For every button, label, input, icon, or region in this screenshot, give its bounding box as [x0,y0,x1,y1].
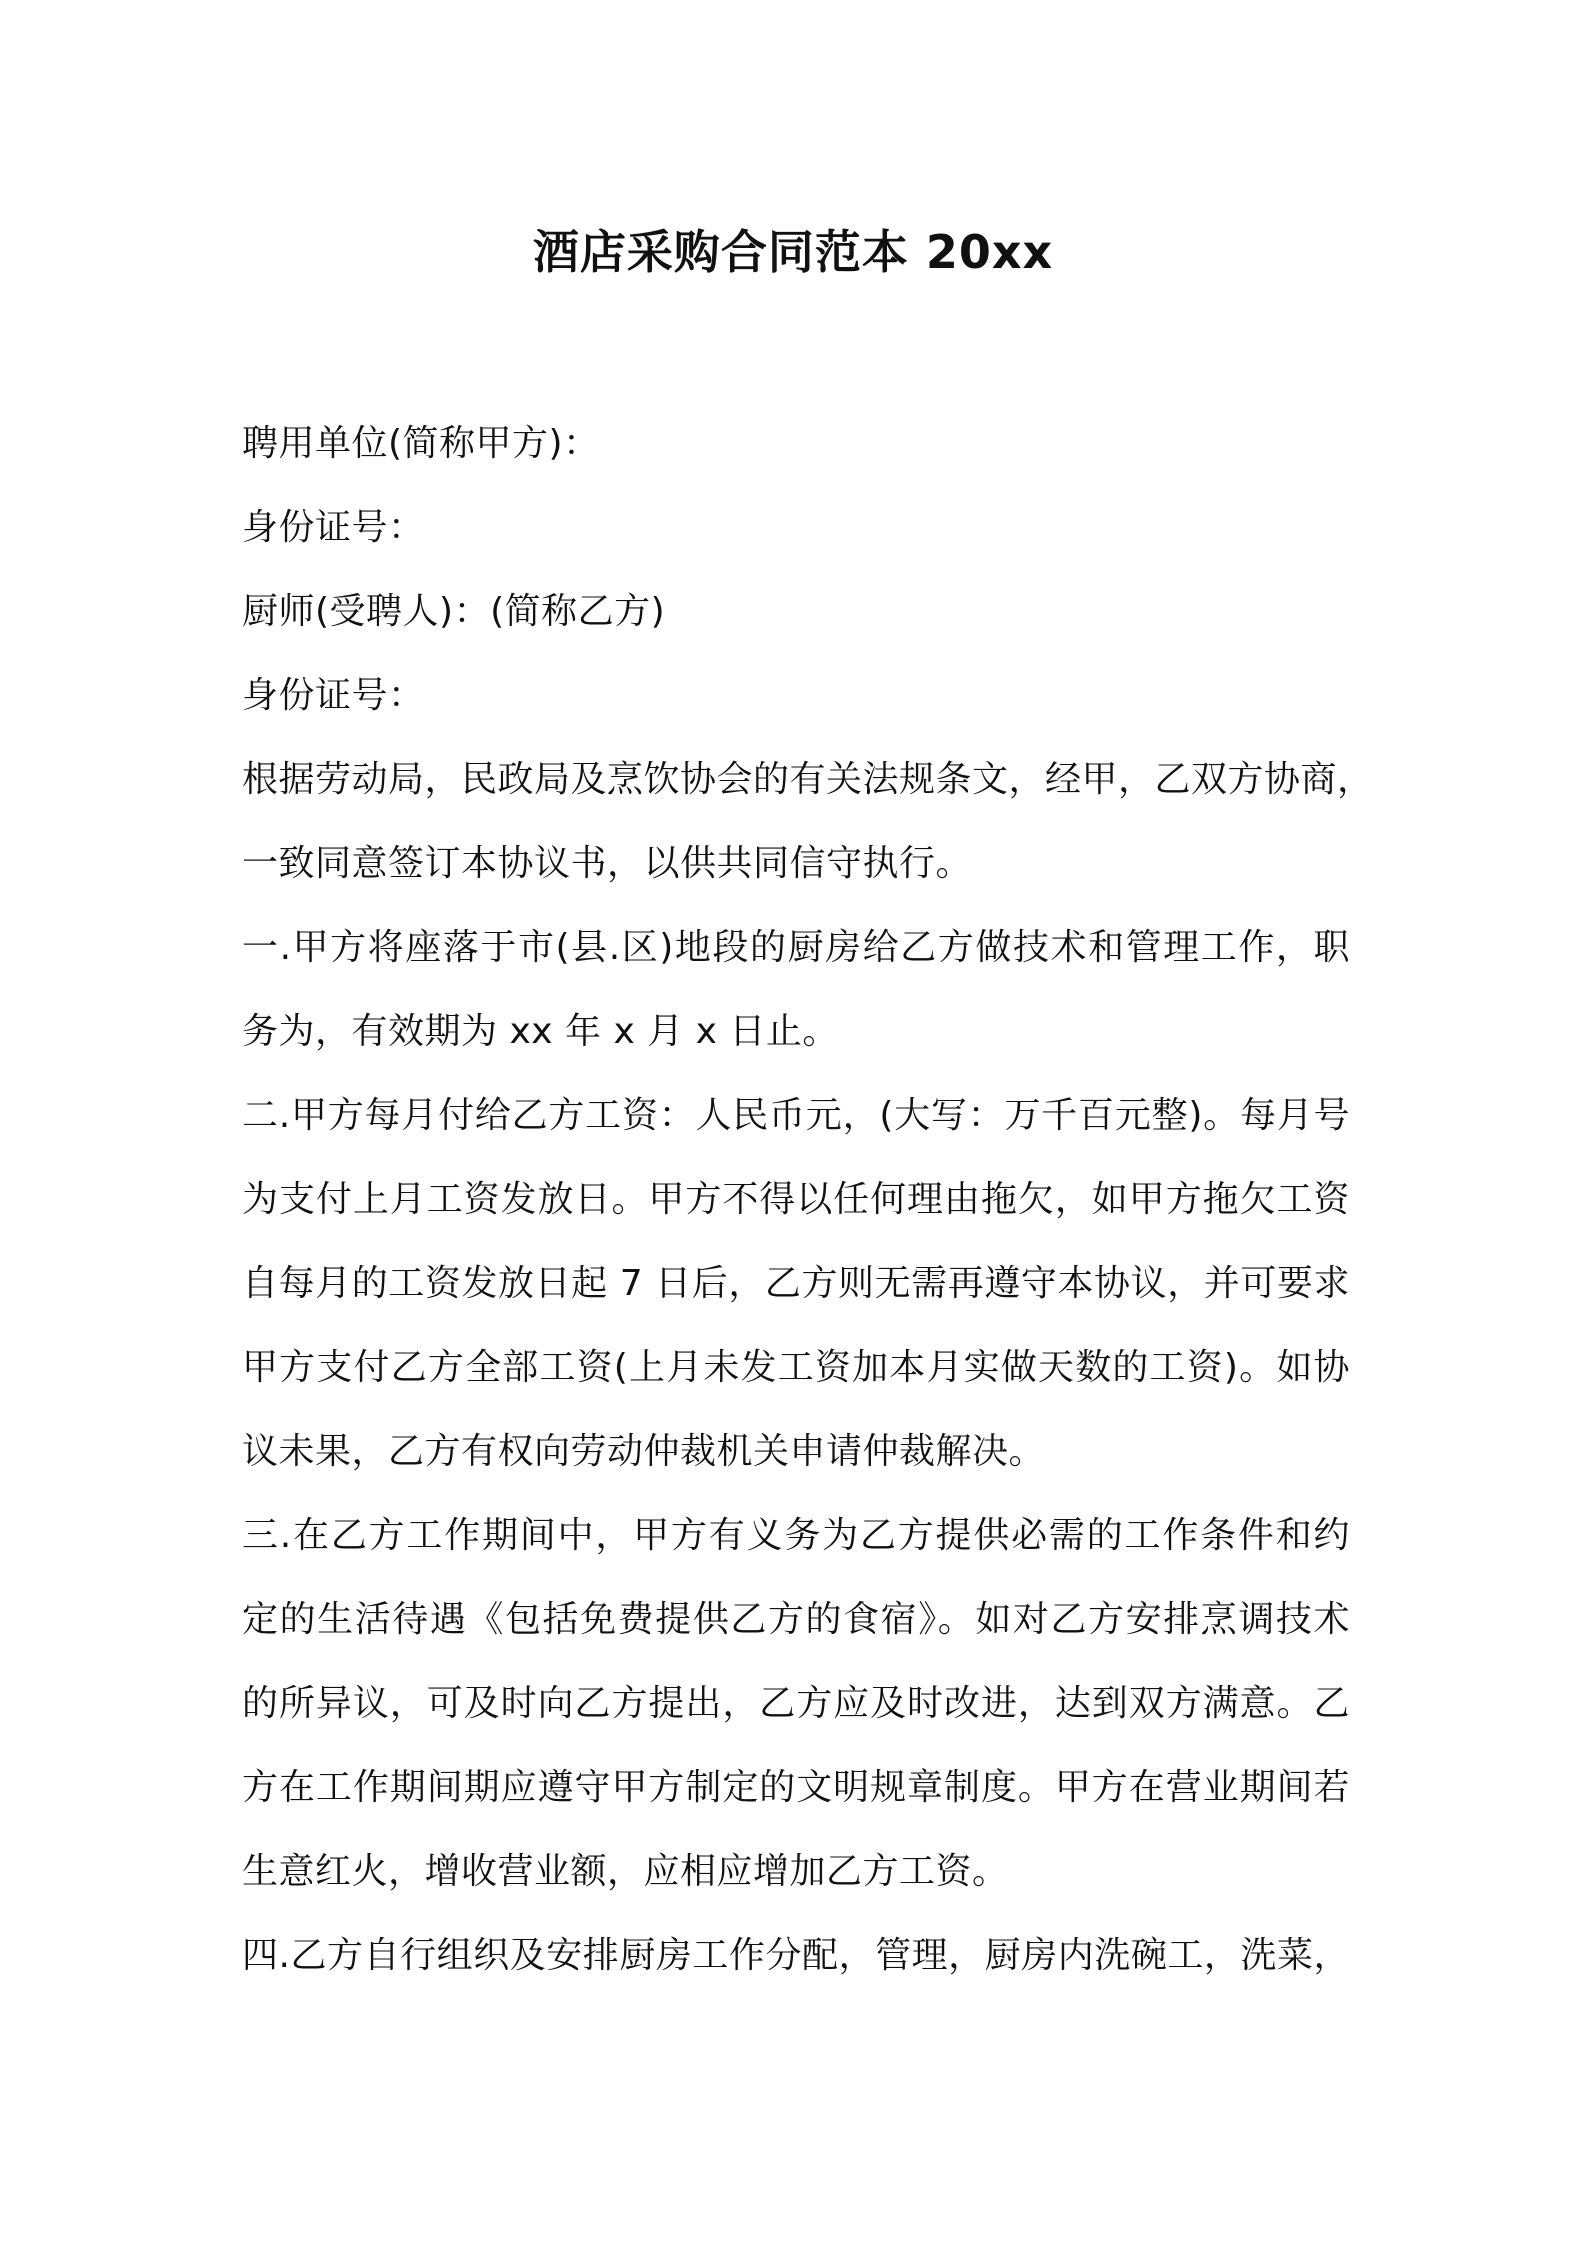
text-line: 生意红火，增收营业额，应相应增加乙方工资。 [242,1851,1009,1892]
text-line: 一.甲方将座落于市(县.区)地段的厨房给乙方做技术和管理工作，职 [242,927,1350,968]
text-line: 二.甲方每月付给乙方工资：人民币元，(大写：万千百元整)。每月号 [242,1095,1350,1136]
text-line: 自每月的工资发放日起 7 日后，乙方则无需再遵守本协议，并可要求 [242,1263,1350,1304]
text-line: 根据劳动局，民政局及烹饮协会的有关法规条文，经甲，乙双方协商， [242,759,1374,800]
text-line: 聘用单位(简称甲方)： [242,423,600,464]
text-line: 厨师(受聘人)：(简称乙方) [242,591,666,632]
text-line: 身份证号： [242,675,425,716]
text-line: 定的生活待遇《包括免费提供乙方的食宿》。如对乙方安排烹调技术 [242,1599,1350,1640]
text-line: 务为，有效期为 xx 年 x 月 x 日止。 [242,1011,839,1052]
text-line: 方在工作期间期应遵守甲方制定的文明规章制度。甲方在营业期间若 [242,1767,1350,1808]
document-title: 酒店采购合同范本 20xx [532,225,1054,279]
text-line: 的所异议，可及时向乙方提出，乙方应及时改进，达到双方满意。乙 [242,1683,1350,1724]
text-line: 为支付上月工资发放日。甲方不得以任何理由拖欠，如甲方拖欠工资 [242,1179,1350,1220]
text-line: 一致同意签订本协议书，以供共同信守执行。 [242,843,973,884]
document-body [242,402,1374,1998]
text-line: 三.在乙方工作期间中，甲方有义务为乙方提供必需的工作条件和约 [242,1515,1350,1556]
text-line: 甲方支付乙方全部工资(上月未发工资加本月实做天数的工资)。如协 [242,1347,1350,1388]
text-line: 四.乙方自行组织及安排厨房工作分配，管理，厨房内洗碗工，洗菜， [242,1935,1350,1976]
text-line: 身份证号： [242,507,425,548]
text-line: 议未果，乙方有权向劳动仲裁机关申请仲裁解决。 [242,1431,1046,1472]
